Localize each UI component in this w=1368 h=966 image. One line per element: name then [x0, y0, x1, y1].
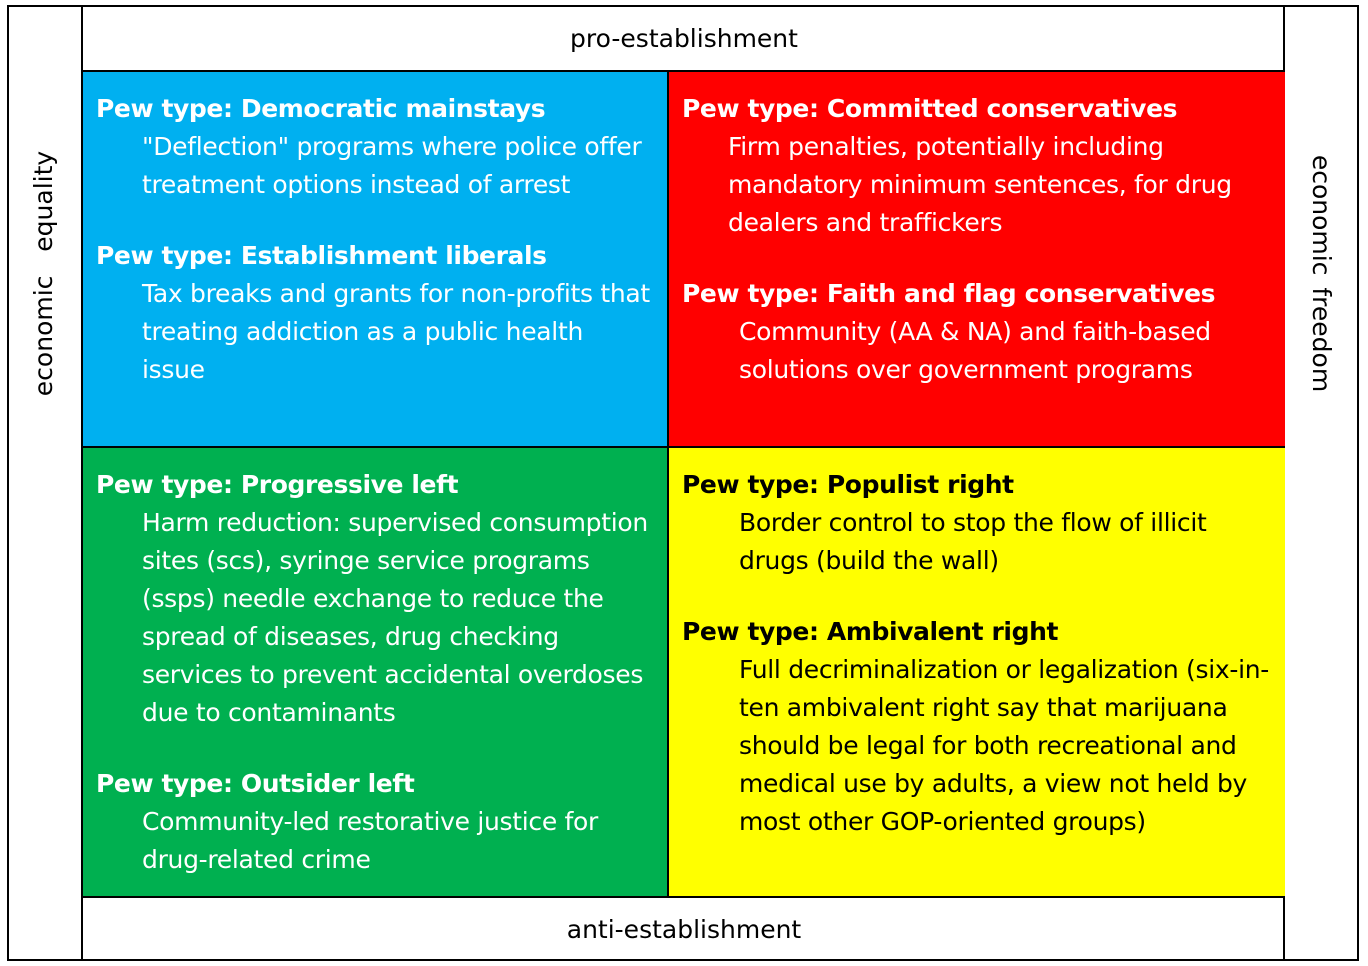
- entry-title: Pew type: Faith and flag conservatives: [682, 279, 1216, 308]
- entry-progressive-left: [96, 466, 653, 732]
- entry-committed-conservatives: [682, 90, 1271, 242]
- entry-democratic-mainstays: [96, 90, 653, 204]
- entry-title: Pew type: Populist right: [682, 470, 1014, 499]
- quadrant-grid: [83, 70, 1285, 896]
- axis-right-text: economic freedom: [1307, 154, 1337, 392]
- entry-faith-and-flag-conservatives: [682, 275, 1271, 389]
- entry-body: "Deflection" programs where police offer treatment options instead of arrest: [142, 132, 642, 199]
- entry-body: Firm penalties, potentially including mandatory minimum sentences, for drug dealers and traffickers: [728, 132, 1232, 237]
- axis-label-bottom: [83, 896, 1285, 961]
- entry-title: Pew type: Democratic mainstays: [96, 94, 546, 123]
- entry-body: Tax breaks and grants for non-profits that treating addiction as a public health issue: [142, 279, 650, 384]
- entry-title: Pew type: Committed conservatives: [682, 94, 1178, 123]
- entry-populist-right: [682, 466, 1271, 580]
- quadrant-bottom-right: [669, 448, 1285, 898]
- entry-title: Pew type: Outsider left: [96, 769, 415, 798]
- entry-outsider-left: [96, 765, 653, 879]
- axis-label-right: [1283, 5, 1359, 961]
- entry-body: Community (AA & NA) and faith-based solutions over government programs: [739, 317, 1211, 384]
- axis-bottom-text: anti-establishment: [566, 915, 802, 944]
- entry-body: Full decriminalization or legalization (six-in-ten ambivalent right say that marijuana should be legal for both recreational and medical use by adults, a view not held by most other GOP-oriented groups): [739, 655, 1270, 836]
- quadrant-bottom-left: [83, 448, 669, 898]
- entry-body: Community-led restorative justice for drug-related crime: [142, 807, 599, 874]
- quadrant-top-left: [83, 72, 669, 448]
- entry-body: Harm reduction: supervised consumption sites (scs), syringe service programs (ssps) needle exchange to reduce the spread of diseases, drug checking services to prevent accidental overdoses due to contaminants: [142, 508, 648, 727]
- axis-label-left: [7, 5, 83, 961]
- entry-title: Pew type: Progressive left: [96, 470, 459, 499]
- entry-title: Pew type: Establishment liberals: [96, 241, 547, 270]
- axis-top-text: pro-establishment: [570, 23, 798, 53]
- entry-ambivalent-right: [682, 613, 1271, 841]
- entry-establishment-liberals: [96, 237, 653, 389]
- quadrant-top-right: [669, 72, 1285, 448]
- axis-label-top: [83, 5, 1285, 71]
- axis-left-text: economic equality: [29, 150, 59, 396]
- entry-body: Border control to stop the flow of illicit drugs (build the wall): [739, 508, 1207, 575]
- entry-title: Pew type: Ambivalent right: [682, 617, 1059, 646]
